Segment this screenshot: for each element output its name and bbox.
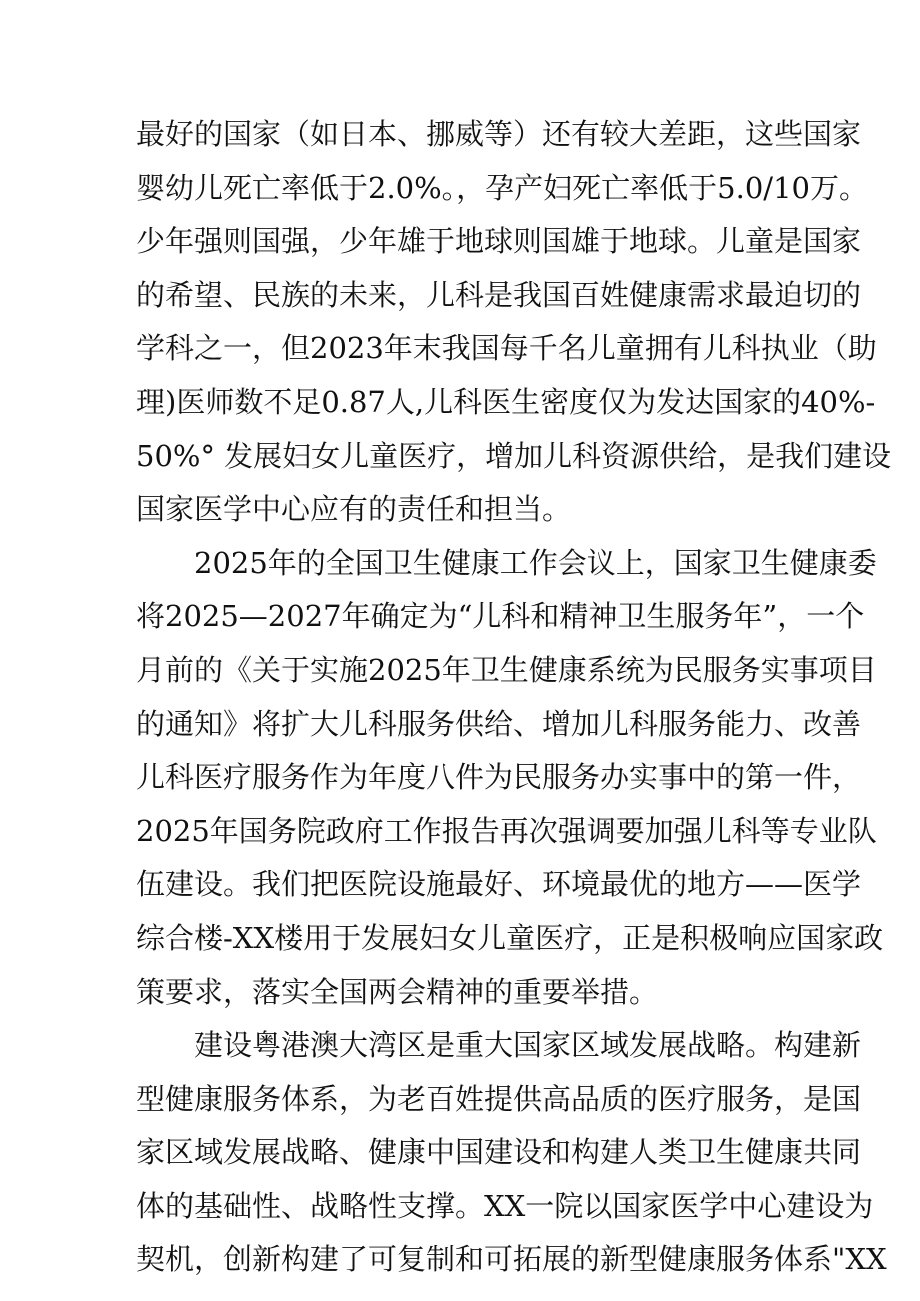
paragraph-line: 伍建设。我们把医院设施最好、环境最优的地方——医学	[136, 867, 862, 902]
paragraph-line: 婴幼儿死亡率低于2.0%。，孕产妇死亡率低于5.0/10万。	[136, 170, 868, 205]
paragraph-line: 将2025—2027年确定为“儿科和精神卫生服务年”，一个	[136, 599, 865, 634]
paragraph-line: 国家医学中心应有的责任和担当。	[136, 492, 572, 527]
paragraph-line: 型健康服务体系，为老百姓提供高品质的医疗服务，是国	[136, 1081, 862, 1116]
document-body	[136, 108, 892, 1287]
paragraph-line: 综合楼-XX楼用于发展妇女儿童医疗，正是积极响应国家政	[136, 920, 884, 955]
paragraph-line: 月前的《关于实施2025年卫生健康系统为民服务实事项目	[136, 652, 877, 687]
paragraph-line: 契机，创新构建了可复制和可拓展的新型健康服务体系"XX	[136, 1242, 887, 1277]
paragraph-line: 体的基础性、战略性支撑。XX一院以国家医学中心建设为	[136, 1188, 874, 1223]
paragraph-line: 2025年国务院政府工作报告再次强调要加强儿科等专业队	[136, 813, 877, 848]
paragraph-line: 儿科医疗服务作为年度八件为民服务办实事中的第一件，	[136, 760, 862, 795]
paragraph-line: 50%° 发展妇女儿童医疗，增加儿科资源供给，是我们建设	[136, 438, 892, 473]
paragraph-2	[136, 537, 884, 1019]
paragraph-line: 少年强则国强，少年雄于地球则国雄于地球。儿童是国家	[136, 224, 862, 259]
paragraph-3	[136, 1019, 887, 1287]
paragraph-line: 理)医师数不足0.87人,儿科医生密度仅为发达国家的40%-	[136, 384, 876, 419]
paragraph-line: 家区域发展战略、健康中国建设和构建人类卫生健康共同	[136, 1135, 862, 1170]
paragraph-line: 2025年的全国卫生健康工作会议上，国家卫生健康委	[194, 545, 877, 580]
paragraph-line: 的通知》将扩大儿科服务供给、增加儿科服务能力、改善	[136, 706, 862, 741]
paragraph-line: 最好的国家（如日本、挪威等）还有较大差距，这些国家	[136, 117, 862, 151]
paragraph-line: 学科之一，但2023年末我国每千名儿童拥有儿科执业（助	[136, 331, 877, 366]
paragraph-line: 策要求，落实全国两会精神的重要举措。	[136, 974, 659, 1009]
paragraph-1	[136, 108, 892, 537]
paragraph-line: 建设粤港澳大湾区是重大国家区域发展战略。构建新	[194, 1028, 862, 1063]
paragraph-line: 的希望、民族的未来，儿科是我国百姓健康需求最迫切的	[136, 277, 862, 312]
